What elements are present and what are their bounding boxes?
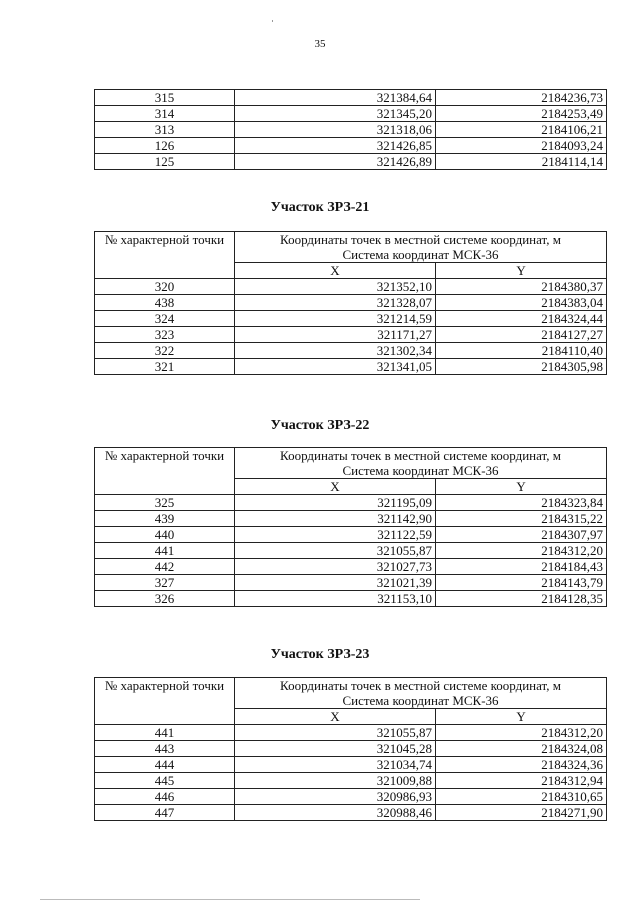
point-number-cell: 442 [95, 559, 235, 575]
table-body [95, 90, 607, 170]
y-coordinate-cell: 2184310,65 [436, 789, 607, 805]
table-body [95, 678, 607, 821]
x-coordinate-cell: 321153,10 [235, 591, 436, 607]
coords-header-line2: Система координат МСК-36 [342, 247, 499, 262]
point-number-cell: 325 [95, 495, 235, 511]
coordinates-table-zrz-21 [94, 231, 607, 375]
x-coordinate-cell: 321027,73 [235, 559, 436, 575]
section-title-zrz-21: Участок ЗРЗ-21 [270, 200, 370, 215]
table-row [95, 343, 607, 359]
point-number-cell: 125 [95, 154, 235, 170]
x-coordinate-cell: 321045,28 [235, 741, 436, 757]
x-coordinate-cell: 321328,07 [235, 295, 436, 311]
y-coordinate-cell: 2184324,36 [436, 757, 607, 773]
point-number-cell: 322 [95, 343, 235, 359]
x-coordinate-cell: 321171,27 [235, 327, 436, 343]
x-coordinate-cell: 321055,87 [235, 543, 436, 559]
y-coordinate-cell: 2184307,97 [436, 527, 607, 543]
table-row [95, 495, 607, 511]
y-coordinate-cell: 2184143,79 [436, 575, 607, 591]
point-number-cell: 320 [95, 279, 235, 295]
x-coordinate-cell: 321384,64 [235, 90, 436, 106]
y-coordinate-cell: 2184271,90 [436, 805, 607, 821]
y-header: Y [436, 479, 607, 495]
table-row [95, 789, 607, 805]
point-number-cell: 438 [95, 295, 235, 311]
x-coordinate-cell: 321302,34 [235, 343, 436, 359]
point-number-cell: 314 [95, 106, 235, 122]
point-number-cell: 313 [95, 122, 235, 138]
coordinates-table-zrz-22 [94, 447, 607, 607]
table-row [95, 559, 607, 575]
point-number-cell: 126 [95, 138, 235, 154]
point-number-cell: 444 [95, 757, 235, 773]
page-number: 35 [314, 38, 326, 50]
coords-header-line2: Система координат МСК-36 [342, 463, 499, 478]
x-coordinate-cell: 321341,05 [235, 359, 436, 375]
y-coordinate-cell: 2184312,20 [436, 543, 607, 559]
table-row [95, 90, 607, 106]
section-title-zrz-22: Участок ЗРЗ-22 [270, 418, 370, 433]
y-header: Y [436, 709, 607, 725]
x-coordinate-cell: 321426,85 [235, 138, 436, 154]
point-number-cell: 440 [95, 527, 235, 543]
table-row [95, 805, 607, 821]
table-row [95, 106, 607, 122]
table-row [95, 359, 607, 375]
point-number-cell: 441 [95, 725, 235, 741]
x-coordinate-cell: 321122,59 [235, 527, 436, 543]
point-number-cell: 321 [95, 359, 235, 375]
y-coordinate-cell: 2184106,21 [436, 122, 607, 138]
x-coordinate-cell: 321318,06 [235, 122, 436, 138]
x-coordinate-cell: 321055,87 [235, 725, 436, 741]
point-number-header: № характерной точки [95, 448, 235, 495]
coords-header [235, 232, 607, 263]
bottom-divider [40, 899, 420, 900]
header-row [95, 232, 607, 263]
table-row [95, 741, 607, 757]
y-coordinate-cell: 2184184,43 [436, 559, 607, 575]
table-row [95, 311, 607, 327]
x-coordinate-cell: 321142,90 [235, 511, 436, 527]
coords-header-line1: Координаты точек в местной системе координат, м [280, 678, 561, 693]
point-number-cell: 445 [95, 773, 235, 789]
point-number-cell: 439 [95, 511, 235, 527]
coords-header-line2: Система координат МСК-36 [342, 693, 499, 708]
y-coordinate-cell: 2184324,44 [436, 311, 607, 327]
header-row [95, 678, 607, 709]
coords-header [235, 448, 607, 479]
x-coordinate-cell: 321034,74 [235, 757, 436, 773]
x-coordinate-cell: 321214,59 [235, 311, 436, 327]
table-row [95, 527, 607, 543]
table-row [95, 122, 607, 138]
y-coordinate-cell: 2184312,94 [436, 773, 607, 789]
y-coordinate-cell: 2184127,27 [436, 327, 607, 343]
y-coordinate-cell: 2184114,14 [436, 154, 607, 170]
table-row [95, 511, 607, 527]
point-number-cell: 323 [95, 327, 235, 343]
y-coordinate-cell: 2184312,20 [436, 725, 607, 741]
table-row [95, 591, 607, 607]
y-coordinate-cell: 2184093,24 [436, 138, 607, 154]
table-row [95, 773, 607, 789]
point-number-cell: 327 [95, 575, 235, 591]
x-coordinate-cell: 320986,93 [235, 789, 436, 805]
x-coordinate-cell: 321021,39 [235, 575, 436, 591]
x-header: X [235, 709, 436, 725]
y-coordinate-cell: 2184383,04 [436, 295, 607, 311]
x-coordinate-cell: 321426,89 [235, 154, 436, 170]
x-header: X [235, 263, 436, 279]
point-number-cell: 443 [95, 741, 235, 757]
y-coordinate-cell: 2184380,37 [436, 279, 607, 295]
table-row [95, 154, 607, 170]
point-number-cell: 324 [95, 311, 235, 327]
table-row [95, 725, 607, 741]
y-coordinate-cell: 2184305,98 [436, 359, 607, 375]
point-number-cell: 315 [95, 90, 235, 106]
table-row [95, 575, 607, 591]
header-row [95, 448, 607, 479]
x-coordinate-cell: 321195,09 [235, 495, 436, 511]
table-body [95, 232, 607, 375]
coordinates-table-continued [94, 89, 607, 170]
y-coordinate-cell: 2184253,49 [436, 106, 607, 122]
table-row [95, 327, 607, 343]
table-row [95, 757, 607, 773]
point-number-cell: 441 [95, 543, 235, 559]
point-number-cell: 326 [95, 591, 235, 607]
point-number-cell: 446 [95, 789, 235, 805]
section-title-zrz-23: Участок ЗРЗ-23 [270, 647, 370, 662]
point-number-header: № характерной точки [95, 232, 235, 279]
y-coordinate-cell: 2184324,08 [436, 741, 607, 757]
table-row [95, 138, 607, 154]
x-coordinate-cell: 320988,46 [235, 805, 436, 821]
x-header: X [235, 479, 436, 495]
x-coordinate-cell: 321009,88 [235, 773, 436, 789]
y-header: Y [436, 263, 607, 279]
point-number-cell: 447 [95, 805, 235, 821]
y-coordinate-cell: 2184315,22 [436, 511, 607, 527]
y-coordinate-cell: 2184323,84 [436, 495, 607, 511]
table-row [95, 295, 607, 311]
coords-header [235, 678, 607, 709]
coords-header-line1: Координаты точек в местной системе координат, м [280, 448, 561, 463]
x-coordinate-cell: 321345,20 [235, 106, 436, 122]
table-row [95, 279, 607, 295]
scan-speck [272, 20, 273, 22]
coordinates-table-zrz-23 [94, 677, 607, 821]
y-coordinate-cell: 2184236,73 [436, 90, 607, 106]
table-body [95, 448, 607, 607]
y-coordinate-cell: 2184128,35 [436, 591, 607, 607]
table-row [95, 543, 607, 559]
coords-header-line1: Координаты точек в местной системе координат, м [280, 232, 561, 247]
x-coordinate-cell: 321352,10 [235, 279, 436, 295]
point-number-header: № характерной точки [95, 678, 235, 725]
y-coordinate-cell: 2184110,40 [436, 343, 607, 359]
